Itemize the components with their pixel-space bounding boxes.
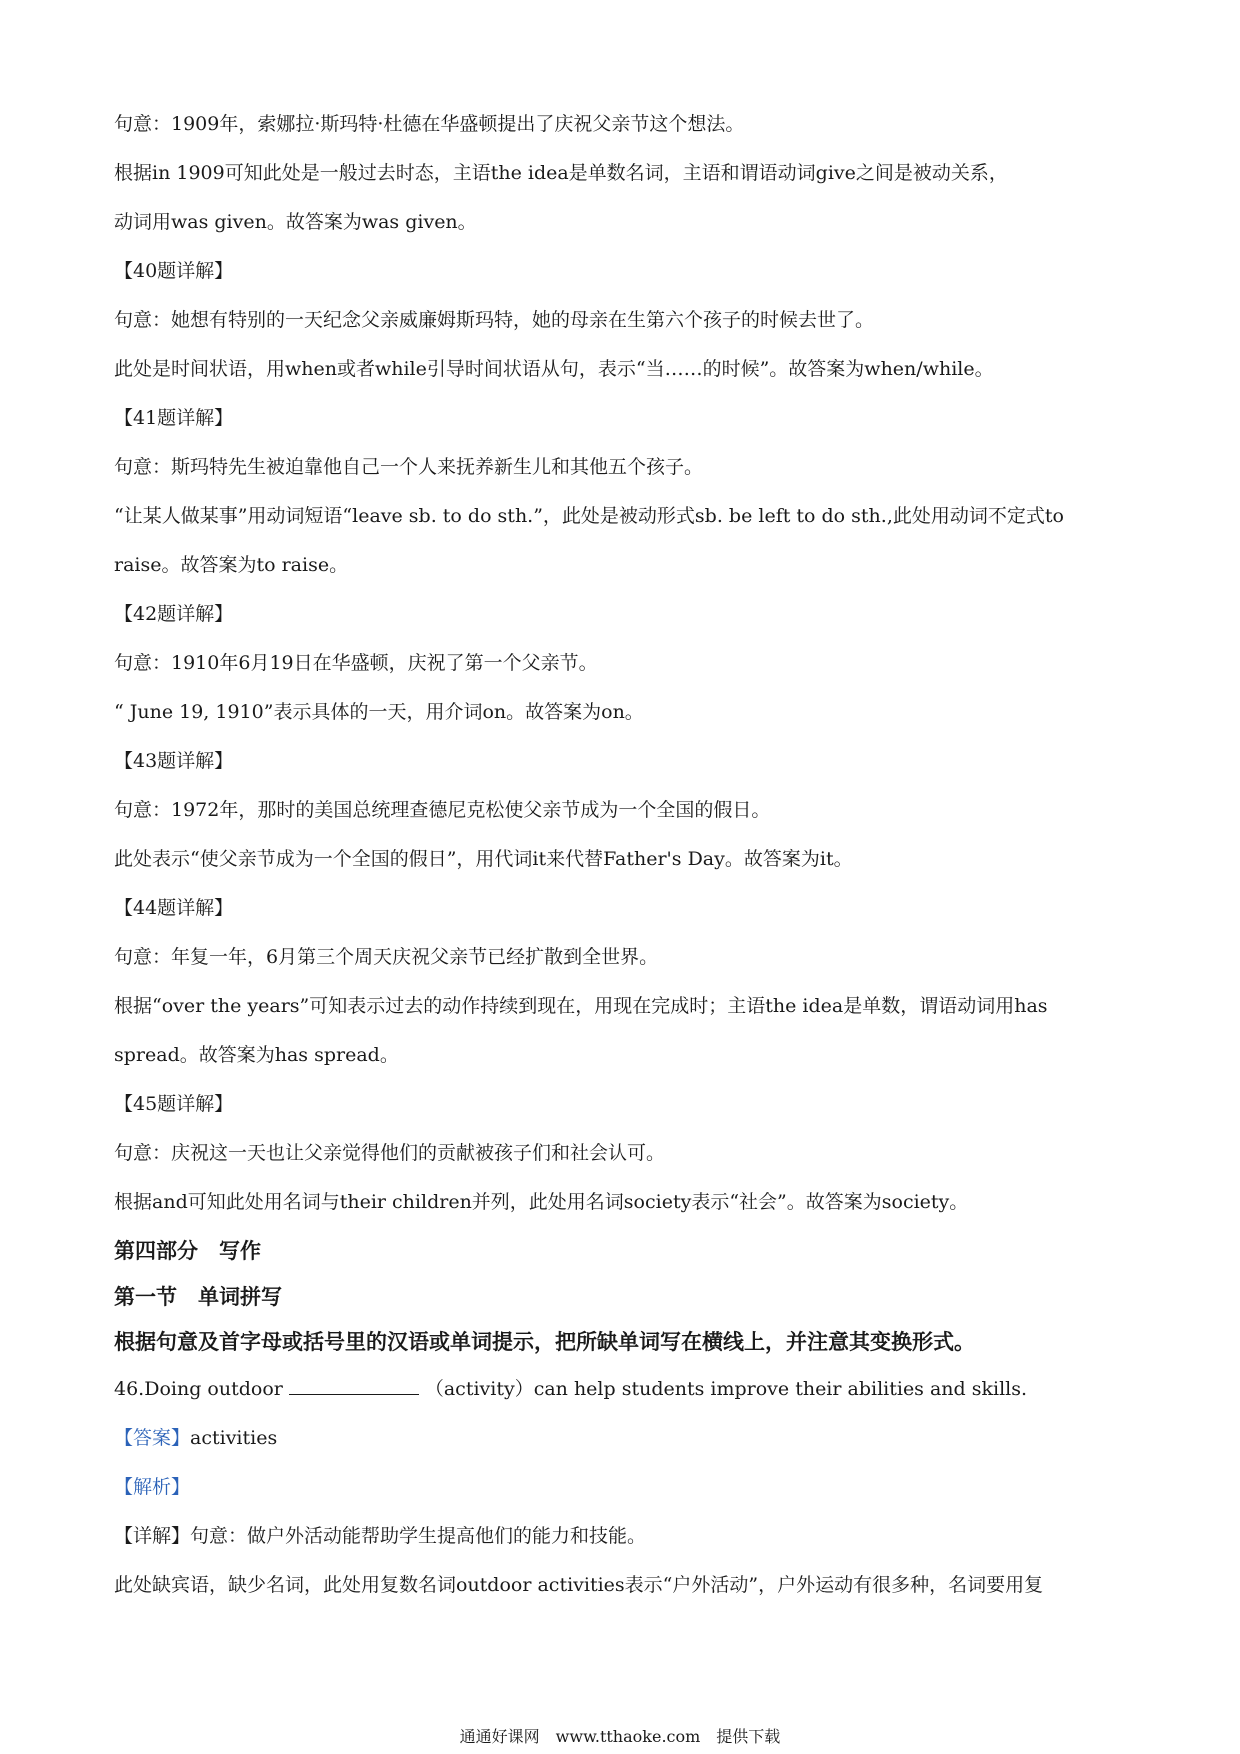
detail-line [114, 1512, 1144, 1561]
question-detail-heading: 【45题详解】 [114, 1093, 234, 1115]
text-line: “ June 19, 1910”表示具体的一天，用介词on。故答案为on。 [114, 701, 644, 723]
footer-text: 通通好课网 www.tthaoke.com 提供下载 [459, 1727, 781, 1746]
text-line: spread。故答案为has spread。 [114, 1044, 399, 1066]
text-line: 句意：斯玛特先生被迫靠他自己一个人来抚养新生儿和其他五个孩子。 [114, 456, 704, 478]
question-detail-heading: 【43题详解】 [114, 750, 234, 772]
subsection-heading: 第一节 单词拼写 [114, 1284, 282, 1309]
document-body [114, 100, 1144, 1610]
section-heading: 第四部分 写作 [114, 1238, 261, 1263]
answer-label: 【答案】 [114, 1427, 191, 1449]
text-line: 句意：她想有特别的一天纪念父亲威廉姆斯玛特，她的母亲在生第六个孩子的时候去世了。 [114, 309, 875, 331]
answer-blank [289, 1378, 419, 1395]
text-line: 句意：1910年6月19日在华盛顿，庆祝了第一个父亲节。 [114, 652, 598, 674]
question-suffix: （activity）can help students improve their abilities and skills. [424, 1378, 1028, 1400]
text-line: 此处缺宾语，缺少名词，此处用复数名词outdoor activities表示“户外活动”，户外运动有很多种，名词要用复 [114, 1574, 1044, 1596]
text-line: 根据in 1909可知此处是一般过去时态，主语the idea是单数名词，主语和谓语动词give之间是被动关系， [114, 162, 1008, 184]
text-line: 句意：年复一年，6月第三个周天庆祝父亲节已经扩散到全世界。 [114, 946, 659, 968]
analysis-label: 【解析】 [114, 1476, 191, 1498]
text-line: 句意：1972年，那时的美国总统理查德尼克松使父亲节成为一个全国的假日。 [114, 799, 771, 821]
text-line: 此处是时间状语，用when或者while引导时间状语从句，表示“当……的时候”。故答案为when/while。 [114, 358, 994, 380]
question-prefix: 46.Doing outdoor [114, 1378, 283, 1400]
text-line: 此处表示“使父亲节成为一个全国的假日”，用代词it来代替Father's Day。故答案为it。 [114, 848, 853, 870]
detail-label: 【详解】 [114, 1525, 191, 1547]
text-line: 动词用was given。故答案为was given。 [114, 211, 477, 233]
answer-line [114, 1414, 1144, 1463]
text-line: 句意：庆祝这一天也让父亲觉得他们的贡献被孩子们和社会认可。 [114, 1142, 666, 1164]
instruction-text: 根据句意及首字母或括号里的汉语或单词提示，把所缺单词写在横线上，并注意其变换形式。 [114, 1329, 975, 1354]
text-line: 根据“over the years”可知表示过去的动作持续到现在，用现在完成时；主语the idea是单数，谓语动词用has [114, 995, 1048, 1017]
text-line: 句意：1909年，索娜拉·斯玛特·杜德在华盛顿提出了庆祝父亲节这个想法。 [114, 113, 745, 135]
text-line: “让某人做某事”用动词短语“leave sb. to do sth.”，此处是被动形式sb. be left to do sth.,此处用动词不定式to [114, 505, 1064, 527]
question-detail-heading: 【42题详解】 [114, 603, 234, 625]
detail-text: 句意：做户外活动能帮助学生提高他们的能力和技能。 [190, 1525, 647, 1547]
question-detail-heading: 【40题详解】 [114, 260, 234, 282]
question-detail-heading: 【44题详解】 [114, 897, 234, 919]
answer-text: activities [190, 1427, 278, 1449]
text-line: 根据and可知此处用名词与their children并列，此处用名词society表示“社会”。故答案为society。 [114, 1191, 969, 1213]
question-detail-heading: 【41题详解】 [114, 407, 234, 429]
question-46 [114, 1365, 1144, 1414]
text-line: raise。故答案为to raise。 [114, 554, 349, 576]
